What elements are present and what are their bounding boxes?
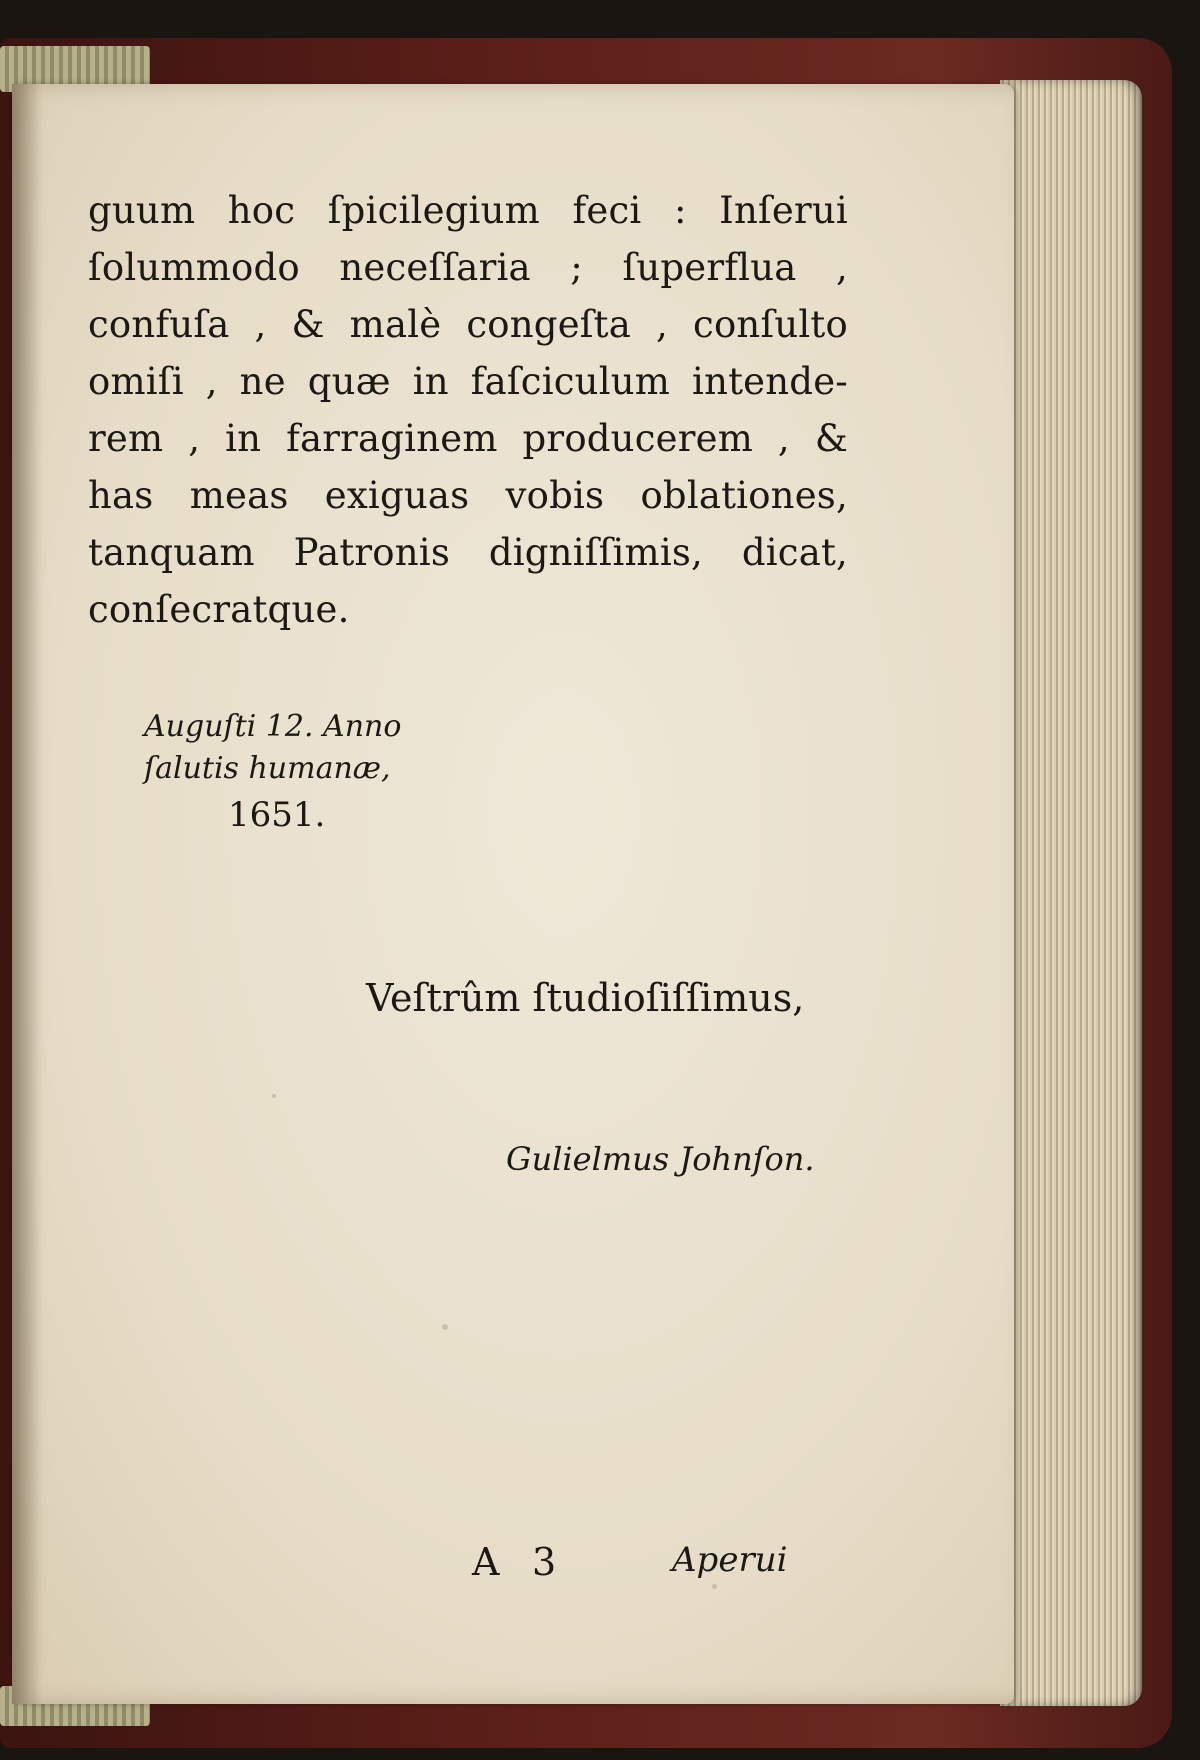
word: , [836, 246, 848, 289]
word: , [777, 417, 790, 460]
word: congeſta [466, 303, 632, 346]
text-line [88, 239, 848, 296]
word: confuſa [88, 303, 230, 346]
word: dicat, [741, 531, 848, 574]
word: Patronis [293, 531, 451, 574]
word: , [205, 360, 218, 403]
word: neceſſaria [339, 246, 531, 289]
word: ; [570, 246, 583, 289]
text-line [88, 467, 848, 524]
word: , [254, 303, 267, 346]
word: intende- [692, 360, 848, 403]
word: ſolummodo [88, 246, 300, 289]
word: & [814, 417, 848, 460]
word: : [673, 189, 687, 232]
author-signature: Gulielmus Johnſon. [506, 1140, 815, 1178]
word: vobis [505, 474, 605, 517]
word: omiſi [88, 360, 184, 403]
word: conſulto [693, 303, 848, 346]
word: ſpicilegium [327, 189, 540, 232]
word: hoc [227, 189, 296, 232]
text-line [88, 524, 848, 581]
word: has [88, 474, 154, 517]
text-line [88, 410, 848, 467]
word: digniſſimis, [488, 531, 704, 574]
word: , [656, 303, 668, 346]
dateline [144, 706, 401, 836]
catchword: Aperui [672, 1540, 788, 1580]
text-line [88, 353, 848, 410]
word: in [412, 360, 449, 403]
dateline-line2: ſalutis humanæ, [144, 751, 391, 786]
page-edges [1000, 80, 1142, 1706]
foxing-spot [272, 1094, 276, 1098]
dateline-year: 1651. [228, 795, 326, 835]
word: in [225, 417, 262, 460]
word: tanquam [88, 531, 255, 574]
word: & [291, 303, 325, 346]
dedication-text [88, 182, 848, 638]
word: ſuperflua [622, 246, 797, 289]
printed-page [12, 84, 1014, 1704]
word: producerem [522, 417, 753, 460]
word: malè [349, 303, 442, 346]
gutter-shadow [12, 84, 42, 1704]
word: oblationes, [640, 474, 848, 517]
word: guum [88, 189, 196, 232]
word: feci [572, 189, 642, 232]
foxing-spot [712, 1584, 717, 1589]
word: rem [88, 417, 164, 460]
subscription: Veſtrûm ſtudioſiſſimus, [366, 976, 805, 1020]
foxing-spot [442, 1324, 448, 1330]
word: Inſerui [719, 189, 848, 232]
word: meas [189, 474, 289, 517]
signature-number: 3 [532, 1540, 557, 1584]
dateline-line1: Auguſti 12. Anno [144, 709, 402, 744]
text-line: conſecratque. [88, 588, 350, 631]
text-line [88, 182, 848, 239]
word: farraginem [286, 417, 498, 460]
word: quæ [307, 360, 391, 403]
signature-mark: A [472, 1540, 500, 1584]
word: , [188, 417, 201, 460]
text-line [88, 296, 848, 353]
word: ne [239, 360, 286, 403]
word: exiguas [324, 474, 470, 517]
word: faſciculum [470, 360, 671, 403]
